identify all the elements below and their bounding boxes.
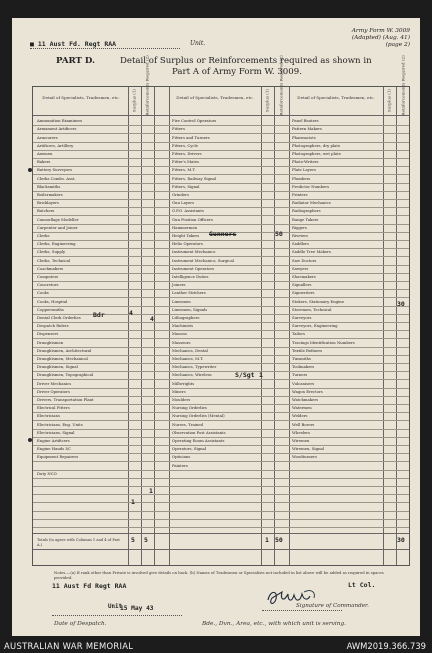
- specialist-row-label: Toolmakers: [292, 364, 315, 370]
- specialist-row-label: Dental Clerk Orderlies: [37, 315, 81, 320]
- title-line-1: Detail of Surplus or Reinforcements required as shown in: [120, 56, 372, 66]
- specialist-row-label: Surveyors, Engineering: [292, 323, 338, 329]
- row-divider: [33, 265, 409, 266]
- specialist-row-label: Predictor Numbers: [292, 183, 330, 189]
- specialist-row-label: Shoemakers: [292, 274, 316, 279]
- header-surplus: Surplus (1): [386, 88, 392, 113]
- specialist-row-label: Mechanics, M.T.: [172, 356, 204, 361]
- total-surplus-col1: 5: [131, 536, 135, 544]
- specialist-row-label: Machinists: [172, 323, 194, 329]
- specialist-row-label: Mechanics, Wireless: [172, 372, 212, 378]
- specialist-row-label: Draughtsmen, Architectural: [37, 347, 92, 353]
- footer-institution: AUSTRALIAN WAR MEMORIAL: [4, 641, 134, 651]
- specialist-row-label: Computers: [37, 274, 59, 279]
- specialist-row-label: Photographers, dry plate: [292, 142, 341, 148]
- specialist-row-label: Clerks: [37, 233, 50, 238]
- specialist-row-label: Clerks, Technical: [37, 257, 71, 263]
- form-id-line: Army Form W. 3009: [351, 28, 410, 34]
- specialist-row-label: Pharmacists: [292, 134, 316, 140]
- specialist-row-label: Engine Artificers: [37, 438, 70, 443]
- specialist-row-label: Draughtsmen: [37, 339, 64, 345]
- specialist-row-label: Draughtsmen, Signal: [37, 364, 78, 370]
- specialist-row-label: Operators, Signal: [172, 446, 207, 452]
- specialist-row-label: Bricklayers: [37, 200, 59, 206]
- total-reinforcements-col1: 5: [144, 536, 148, 544]
- specialist-row-label: Blacksmiths: [37, 183, 61, 189]
- specialist-row-label: Saddle Tree Makers: [292, 249, 331, 255]
- specialist-row-label: Printers: [292, 192, 308, 197]
- specialist-row-label: Nurses, Trained: [172, 421, 204, 427]
- unit-typed: ■ 11 Aust Fd. Regt RAA: [30, 40, 117, 48]
- specialist-row-label: Riggers: [292, 224, 307, 230]
- row-divider: [33, 158, 409, 159]
- typed-gunners-reinforcements: 50: [275, 230, 283, 238]
- specialist-row-label: Gun Layers: [172, 200, 195, 206]
- specialist-row-label: Wiremen, Signal: [292, 446, 324, 452]
- notes-text: Notes.—(a) If rank other than Private is involved give details on back. (b) Names of Tradesmen or Specialists not included in list above will be added as required in spaces provided.: [54, 570, 384, 580]
- specialist-row-label: Lithographers: [172, 315, 200, 320]
- total-surplus-col2: 1: [265, 536, 269, 544]
- specialist-row-label: Fitters: [172, 126, 185, 132]
- header-reinforcements: Reinforcements Required (2): [144, 55, 150, 116]
- specialist-row-label: Clerks Combs. Asst.: [37, 175, 76, 181]
- specialist-row-label: Bakers: [37, 159, 51, 165]
- specialist-row-label: Draughtsmen, Topographical: [37, 372, 94, 378]
- specialist-row-label: Camouflage Modeller: [37, 216, 79, 222]
- specialist-row-label: Coppersmiths: [37, 306, 64, 312]
- specialist-row-label: Signwriters: [292, 290, 315, 296]
- typed-date: 15 May 43: [120, 605, 154, 612]
- row-divider: [33, 166, 409, 167]
- specialist-row-label: Instrument Mechanics: [172, 249, 216, 255]
- row-divider: [33, 224, 409, 225]
- specialist-row-label: Grinders: [172, 192, 189, 197]
- specialist-row-label: Driver Operators: [37, 388, 70, 394]
- form-id-line: (Adapted) (Aug. 41): [351, 35, 410, 41]
- header-specialists: Detail of Specialists, Tradesmen, etc.: [176, 95, 254, 100]
- row-divider: [33, 461, 409, 462]
- row-divider: [33, 183, 409, 184]
- specialist-row-label: Tinsmiths: [292, 356, 311, 361]
- specialist-row-label: Radiator Mechanics: [292, 200, 331, 206]
- specialist-row-label: Tracings Identification Numbers: [292, 339, 355, 345]
- row-divider: [33, 281, 409, 282]
- specialist-row-label: Helio Operators: [172, 241, 203, 247]
- row-divider: [33, 388, 409, 389]
- row-divider: [33, 273, 409, 274]
- row-divider: [33, 215, 409, 216]
- specialist-row-label: Fitters and Turners: [172, 134, 210, 140]
- row-divider: [33, 174, 409, 175]
- header-surplus: Surplus (1): [264, 88, 270, 113]
- specialist-row-label: Drivers, Transportation Plant: [37, 397, 94, 402]
- row-divider: [33, 511, 409, 512]
- total-reinforcements-col3: 30: [397, 536, 405, 544]
- specialist-row-label: Driver Mechanics: [37, 380, 72, 386]
- specialist-row-label: Watchmakers: [292, 397, 319, 402]
- row-divider: [33, 297, 409, 298]
- specialist-row-label: Masseurs: [172, 339, 191, 345]
- specialist-row-label: Mechanics, Dental: [172, 347, 208, 353]
- header-reinforcements: Reinforcements Required (2): [278, 55, 284, 116]
- specialist-row-label: Signallers: [292, 282, 312, 288]
- typed-mechanic-surplus: 1: [259, 371, 263, 379]
- specialist-row-label: Gun Position Officers: [172, 216, 213, 222]
- typed-painters-reinforcements: 1: [149, 487, 153, 495]
- header-surplus: Surplus (1): [131, 88, 137, 113]
- specialist-row-label: Opticians: [172, 454, 191, 460]
- specialist-row-label: Millwrights: [172, 380, 195, 386]
- specialist-row-label: Plumbers: [292, 175, 311, 181]
- specialist-row-label: Electrical Fitters: [37, 405, 70, 411]
- row-divider: [33, 199, 409, 200]
- row-divider: [33, 125, 409, 126]
- specialist-row-label: Tailors: [292, 331, 305, 337]
- typed-unit-bottom: 11 Aust Fd Regt RAA: [52, 582, 127, 590]
- specialist-row-label: Fitters, Drivers: [172, 151, 202, 156]
- specialist-row-label: Joiners: [172, 282, 186, 288]
- totals-label: Totals (to agree with Columns 1 and 4 of Part A.): [37, 538, 120, 547]
- footer-accession-number: AWM2019.366.739: [346, 641, 426, 651]
- row-divider: [33, 191, 409, 192]
- specialist-row-label: Engine Hands I/C: [37, 446, 72, 452]
- specialist-row-label: Radiographers: [292, 208, 321, 214]
- row-divider: [33, 133, 409, 134]
- typed-note-mechanic: S/Sgt: [235, 371, 255, 379]
- specialist-row-label: Fitter's Mates: [172, 159, 200, 165]
- specialist-row-label: Vulcanisers: [292, 380, 315, 386]
- specialist-row-label: Wagon Erectors: [292, 388, 323, 394]
- typed-note-gunners: Gunners: [209, 230, 237, 238]
- specialist-row-label: Textile Refiners: [292, 347, 323, 353]
- signature-label: Signature of Commander.: [296, 603, 369, 609]
- specialist-row-label: Carpenter and Joiner: [37, 224, 78, 230]
- specialist-row-label: Watermen: [292, 405, 312, 411]
- specialist-row-label: Despatch Riders: [37, 323, 69, 329]
- specialist-row-label: Nursing Orderlies: [172, 405, 207, 411]
- row-divider: [33, 322, 409, 323]
- specialist-row-label: Armament Artificers: [37, 126, 77, 132]
- specialist-row-label: Wheelers: [292, 429, 311, 435]
- specialist-row-label: Sawyers: [292, 265, 309, 271]
- row-divider: [33, 494, 409, 495]
- specialist-row-label: Riveters: [292, 233, 309, 238]
- form-identifier: [352, 28, 410, 49]
- specialist-row-label: Operating Room Assistants: [172, 438, 225, 443]
- row-divider: [33, 142, 409, 143]
- typed-signallers-reinforcements: 30: [397, 300, 405, 308]
- specialist-row-label: Cooks: [37, 290, 49, 296]
- unit-line: [30, 40, 220, 50]
- specialist-row-label: Fitters, Signal: [172, 183, 200, 189]
- row-divider: [33, 306, 409, 307]
- specialist-row-label: Fitters, M.T.: [172, 167, 196, 173]
- specialist-row-label: Pattern Makers: [292, 126, 322, 132]
- specialist-row-label: G.P.O. Assistants: [172, 208, 204, 214]
- row-divider: [33, 240, 409, 241]
- specialist-row-label: Electricians: [37, 413, 60, 419]
- specialist-row-label: Coachmakers: [37, 265, 64, 271]
- specialist-row-label: Fitters, Railway Signal: [172, 175, 216, 181]
- specialist-row-label: Equipment Repairers: [37, 454, 79, 460]
- typed-rank: Lt Col.: [348, 581, 376, 589]
- row-divider: [33, 453, 409, 454]
- specialist-row-label: Armourers: [37, 134, 58, 140]
- specialist-row-label: Linesmen: [172, 298, 191, 304]
- specialist-row-label: Masons: [172, 331, 187, 337]
- specialist-row-label: Stokers, Stationary Engine: [292, 298, 344, 304]
- row-divider: [33, 355, 409, 356]
- specialist-row-label: Observation Post Assistants: [172, 429, 226, 435]
- specialist-row-label: Axemen: [37, 151, 53, 156]
- specialist-row-label: Fire Control Operators: [172, 118, 217, 124]
- specialist-row-label: Electricians, Eng. Units: [37, 421, 83, 427]
- row-divider: [33, 527, 409, 528]
- specialist-row-label: Draughtsmen, Mechanical: [37, 356, 88, 361]
- row-divider: [33, 289, 409, 290]
- row-divider: [33, 486, 409, 487]
- typed-cooks-reinforcements: 4: [150, 315, 154, 323]
- specialist-row-label: Panel Beaters: [292, 118, 319, 124]
- row-divider: [33, 379, 409, 380]
- row-divider: [33, 248, 409, 249]
- specialist-row-label: Cooks, Hospital: [37, 298, 68, 304]
- specialist-row-label: Instrument Operators: [172, 265, 215, 271]
- title-line-2: Part A of Army Form W. 3009.: [172, 67, 302, 77]
- specialist-row-label: Woodturners: [292, 454, 317, 460]
- row-divider: [33, 330, 409, 331]
- specialist-row-label: Well Borers: [292, 421, 315, 427]
- row-divider: [33, 207, 409, 208]
- form-page: [12, 18, 420, 636]
- specialist-row-label: Dispensers: [37, 331, 59, 337]
- specialist-row-label: Miners: [172, 388, 186, 394]
- typed-note-cooks: Bdr: [93, 311, 105, 319]
- row-divider: [33, 470, 409, 471]
- specialist-row-label: Saw Doctors: [292, 257, 317, 263]
- specialist-row-label: Hammermen: [172, 224, 198, 230]
- header-reinforcements: Reinforcements Required (2): [400, 55, 406, 116]
- specialist-row-label: Linesmen, Signals: [172, 306, 208, 312]
- specialist-row-label: Turners: [292, 372, 308, 378]
- specialist-row-label: Plate Layers: [292, 167, 316, 173]
- specialist-row-label: Concretors: [37, 282, 59, 288]
- specialist-row-label: Clerks, Engineering: [37, 241, 76, 247]
- specialist-row-label: Electricians, Signal: [37, 429, 75, 435]
- typed-duty-surplus: 1: [131, 498, 135, 506]
- row-divider: [33, 150, 409, 151]
- specialist-row-label: Butchers: [37, 208, 55, 214]
- specialist-row-label: Leather Stitchers: [172, 290, 206, 296]
- date-prefix: Unit: [108, 604, 122, 610]
- row-divider: [33, 502, 409, 503]
- specialist-row-label: Height Takers: [172, 233, 200, 238]
- specialist-row-label: Fitters, Cycle: [172, 142, 198, 148]
- specialist-row-label: Storemen, Technical: [292, 306, 332, 312]
- specialist-row-label: Surveyors: [292, 315, 312, 320]
- row-divider: [33, 420, 409, 421]
- specialist-row-label: Duty NCO: [37, 470, 57, 476]
- date-of-despatch-label: Date of Despatch.: [54, 621, 107, 627]
- row-divider: [33, 314, 409, 315]
- specialist-row-label: Mechanics, Typewriter: [172, 364, 217, 370]
- specialist-row-label: Nursing Orderlies (Mental): [172, 413, 225, 419]
- specialist-row-label: Intelligence Duties: [172, 274, 209, 279]
- specialist-row-label: Saddlers: [292, 241, 309, 247]
- specialist-row-label: Range Takers: [292, 216, 319, 222]
- row-divider: [33, 404, 409, 405]
- row-divider: [33, 519, 409, 520]
- total-reinforcements-col2: 50: [275, 536, 283, 544]
- row-divider: [33, 363, 409, 364]
- row-divider: [33, 478, 409, 479]
- specialist-row-label: Painters: [172, 462, 188, 468]
- header-specialists: Detail of Specialists, Tradesmen, etc.: [42, 95, 120, 100]
- specialist-row-label: Photographers, wet plate: [292, 151, 341, 156]
- specialist-row-label: Instrument Mechanics, Surgical: [172, 257, 234, 263]
- typed-cooks-surplus: 4: [129, 309, 133, 317]
- brigade-label: Bde., Dvn., Area, etc., with which unit is serving.: [202, 621, 347, 627]
- specialist-row-label: Moulders: [172, 397, 191, 402]
- specialist-row-label: Clerks, Supply: [37, 249, 66, 255]
- row-divider: [33, 445, 409, 446]
- header-specialists: Detail of Specialists, Tradesmen, etc.: [297, 95, 375, 100]
- specialist-row-label: Battery Surveyors: [37, 167, 72, 173]
- specialist-row-label: Wiremen: [292, 438, 310, 443]
- specialist-row-label: Artificers, Artillery: [37, 142, 74, 148]
- part-label: PART D.: [56, 56, 96, 66]
- form-id-line: (page 2): [385, 42, 410, 48]
- specialist-row-label: Photo-Writers: [292, 159, 319, 165]
- specialist-row-label: Welders: [292, 413, 308, 419]
- specialist-row-label: Boilermakers: [37, 192, 63, 197]
- specialist-row-label: Ammunition Examiners: [37, 118, 83, 124]
- unit-label: Unit.: [190, 40, 206, 47]
